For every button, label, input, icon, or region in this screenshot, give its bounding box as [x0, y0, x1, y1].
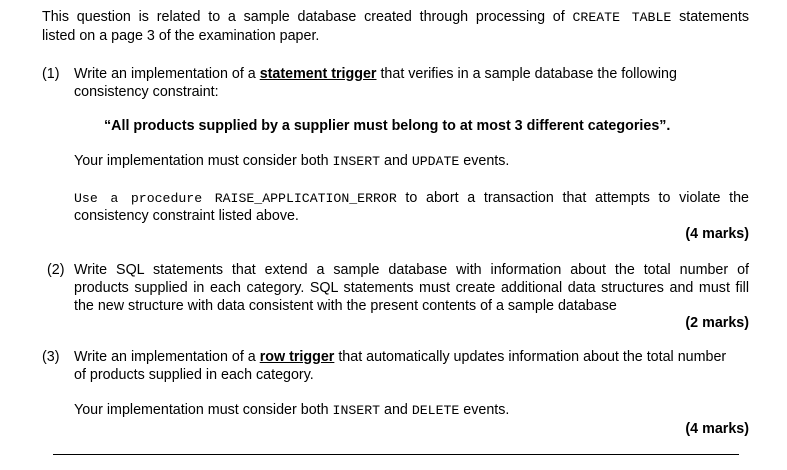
q3-text-end: that automatically updates information about the total number	[334, 349, 727, 365]
q3-number: (3)	[42, 349, 60, 365]
q1-marks: (4 marks)	[685, 226, 749, 242]
q2-number: (2)	[47, 262, 65, 278]
q3-consider-end: events.	[459, 402, 510, 418]
q1-code-update: UPDATE	[411, 154, 460, 169]
q3-consider	[74, 402, 509, 418]
q3-consider-text: Your implementation must consider both	[74, 402, 333, 418]
q1-code-raise: Use a procedure RAISE_APPLICATION_ERROR	[74, 191, 397, 206]
q1-consider	[74, 153, 509, 169]
q2-line-3: the new structure with data consistent with the present contents of a sample database	[74, 298, 617, 314]
q1-code-insert: INSERT	[332, 154, 381, 169]
q3-code-insert: INSERT	[332, 403, 381, 418]
q3-and: and	[380, 402, 412, 418]
intro-text-end: statements	[671, 9, 750, 25]
q3-code-delete: DELETE	[411, 403, 460, 418]
q3-keyword: row trigger	[259, 349, 335, 365]
q1-constraint-quote: “All products supplied by a supplier must belong to at most 3 different categories”.	[104, 118, 671, 134]
q2-marks: (2 marks)	[685, 315, 749, 331]
q1-text: Write an implementation of a	[74, 66, 260, 82]
q1-use-line-1	[74, 190, 749, 206]
q1-use-line-2: consistency constraint listed above.	[74, 208, 299, 224]
intro-line-1	[42, 9, 749, 25]
q3-line-1	[74, 349, 726, 365]
q1-consider-text: Your implementation must consider both	[74, 153, 333, 169]
intro-text: This question is related to a sample database created through processing of	[42, 9, 573, 25]
bottom-divider	[53, 454, 739, 455]
intro-line-2: listed on a page 3 of the examination paper.	[42, 28, 320, 44]
q2-line-2: products supplied in each category. SQL statements must create additional data structures and must fill	[74, 280, 749, 296]
q3-marks: (4 marks)	[685, 421, 749, 437]
intro-code: CREATE TABLE	[572, 10, 672, 25]
q1-line-2: consistency constraint:	[74, 84, 219, 100]
q3-text: Write an implementation of a	[74, 349, 260, 365]
q1-number: (1)	[42, 66, 60, 82]
q1-keyword: statement trigger	[259, 66, 377, 82]
q1-and: and	[380, 153, 412, 169]
q1-use-text: to abort a transaction that attempts to violate the	[396, 190, 749, 206]
q1-line-1	[74, 66, 677, 82]
q3-line-2: of products supplied in each category.	[74, 367, 314, 383]
q1-text-end: that verifies in a sample database the following	[376, 66, 677, 82]
q1-consider-end: events.	[459, 153, 510, 169]
q2-line-1: Write SQL statements that extend a sample database with information about the total number of	[74, 262, 749, 278]
